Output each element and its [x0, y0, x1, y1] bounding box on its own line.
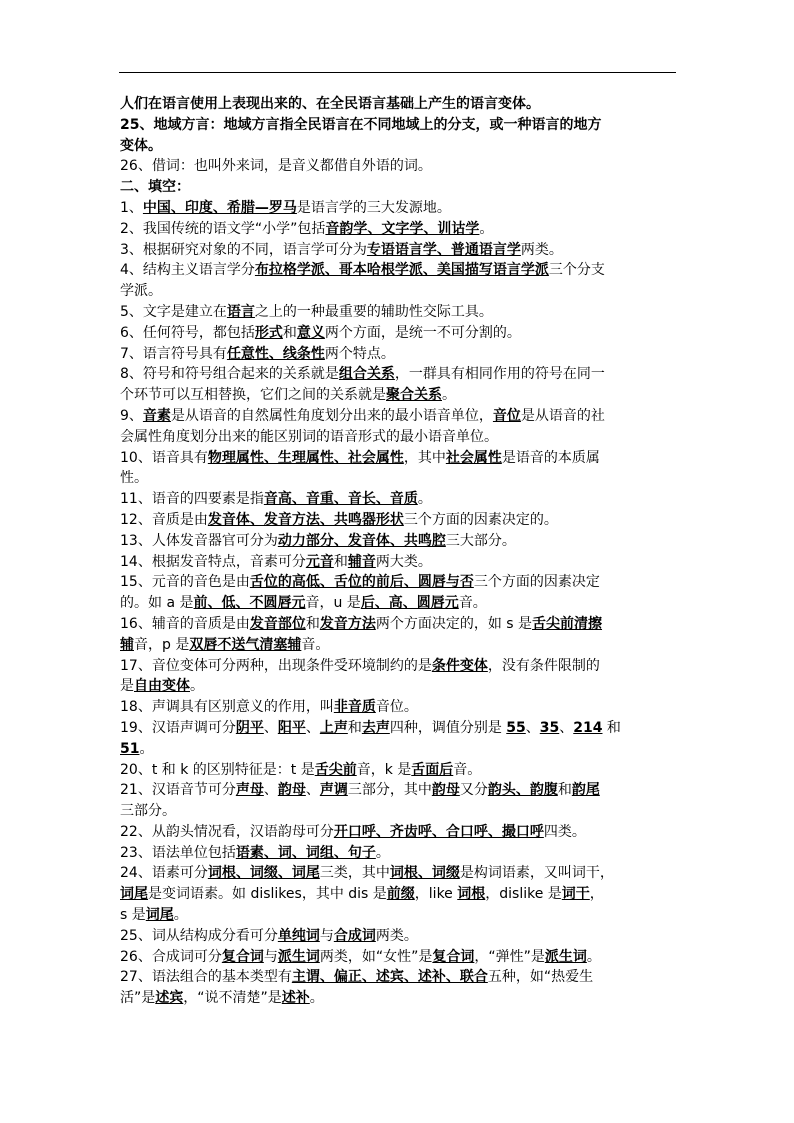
- body-text: 两个方面，是统一不可分割的。: [324, 324, 521, 341]
- text-line: [120, 281, 672, 302]
- text-line: [120, 94, 672, 115]
- body-text: 变体。: [120, 137, 162, 154]
- text-line: [120, 177, 672, 198]
- body-text: 是从语音的自然属性角度划分出来的最小语音单位，: [170, 407, 493, 424]
- body-text: 2、我国传统的语文学“小学”包括: [120, 220, 326, 237]
- answer-text: 韵头、韵腹: [487, 782, 558, 799]
- body-text: 音。: [301, 636, 330, 653]
- body-text: 15、元音的音色是由: [120, 574, 250, 591]
- body-text: 、: [263, 782, 278, 799]
- text-line: [120, 489, 672, 510]
- text-line: [120, 427, 672, 448]
- body-text: 22、从韵头情况看，汉语韵母可分: [120, 823, 334, 840]
- answer-text: 音素: [142, 407, 171, 424]
- body-text: 音，p 是: [134, 636, 190, 653]
- body-text: 、: [305, 782, 320, 799]
- answer-text: 述补: [281, 990, 310, 1007]
- answer-text: 任意性、线条性: [226, 345, 325, 362]
- answer-text: 前、低、不圆唇元: [193, 595, 306, 612]
- body-text: 三个方面的因素决定的。: [403, 511, 558, 528]
- text-line: [120, 780, 672, 801]
- body-text: 与: [263, 948, 278, 965]
- answer-text: 条件变体: [431, 657, 488, 674]
- answer-text: 词干: [561, 886, 590, 903]
- text-line: [120, 323, 672, 344]
- body-text: 26、借词：也叫外来词，是音义都借自外语的词。: [120, 158, 432, 175]
- answer-text: 发音方法: [319, 615, 376, 632]
- body-text: 是: [120, 678, 134, 695]
- answer-text: 发音体、发音方法、共鸣器形状: [207, 511, 404, 528]
- body-text: 17、音位变体可分两种，出现条件受环境制约的是: [120, 657, 432, 674]
- body-text: 又分: [459, 782, 488, 799]
- answer-text: 形式: [254, 324, 283, 341]
- answer-text: 舌尖前: [314, 761, 357, 778]
- text-line: [120, 198, 672, 219]
- body-text: 4、结构主义语言学分: [120, 262, 255, 279]
- body-text: 25、地域方言：地域方言指全民语言在不同地域上的分支，或一种语言的地方: [120, 116, 602, 133]
- answer-text: 舌面后: [411, 761, 454, 778]
- body-text: 是从语音的社: [520, 407, 605, 424]
- body-text: 二、填空：: [120, 179, 190, 196]
- text-line: [120, 822, 672, 843]
- body-text: 之上的一种最重要的辅助性交际工具。: [254, 303, 493, 320]
- answer-text: 辅音: [347, 553, 376, 570]
- body-text: 3、根据研究对象的不同，语言学可分为: [120, 241, 367, 258]
- body-text: ，: [589, 886, 604, 903]
- body-text: 。: [417, 491, 432, 508]
- body-text: 是语音的本质属: [501, 449, 600, 466]
- text-line: [120, 385, 672, 406]
- body-text: 。: [479, 220, 494, 237]
- body-text: ，“说不清楚”是: [183, 990, 282, 1007]
- answer-text: 音高、音重、音长、音质: [263, 491, 418, 508]
- text-line: [120, 260, 672, 281]
- body-text: 音。: [453, 761, 482, 778]
- answer-text: 辅: [120, 636, 134, 653]
- text-line: [120, 219, 672, 240]
- text-line: [120, 115, 672, 136]
- body-text: 14、根据发音特点，音素可分: [120, 553, 306, 570]
- body-text: 和: [282, 324, 297, 341]
- text-line: [120, 656, 672, 677]
- answer-text: 聚合关系: [386, 387, 442, 404]
- body-text: 、: [305, 719, 320, 736]
- text-line: [120, 572, 672, 593]
- body-text: 13、人体发音器官可分为: [120, 532, 278, 549]
- text-line: [120, 967, 672, 988]
- answer-text: 元音: [305, 553, 334, 570]
- body-text: 26、合成词可分: [120, 948, 222, 965]
- body-text: 24、语素可分: [120, 865, 208, 882]
- text-line: [120, 240, 672, 261]
- body-text: 6、任何符号，都包括: [120, 324, 255, 341]
- answer-text: 词根、词缀、词尾: [207, 865, 320, 882]
- body-text: 两类。: [520, 241, 563, 258]
- answer-text: 韵母: [277, 782, 306, 799]
- answer-text: 214: [573, 719, 603, 736]
- body-text: ，没有条件限制的: [487, 657, 600, 674]
- text-line: [120, 926, 672, 947]
- text-line: [120, 801, 672, 822]
- text-line: [120, 884, 672, 905]
- answer-text: 35: [539, 719, 560, 736]
- body-text: 16、辅音的音质是由: [120, 615, 250, 632]
- body-text: 是变词语素。如 dislikes，其中 dis 是: [148, 886, 387, 903]
- text-line: [120, 593, 672, 614]
- answer-text: 组合关系: [338, 366, 395, 383]
- body-text: 四类。: [543, 823, 586, 840]
- text-line: [120, 614, 672, 635]
- body-text: 。: [442, 387, 456, 404]
- answer-text: 51: [120, 740, 140, 757]
- answer-text: 发音部位: [249, 615, 306, 632]
- body-text: 三个方面的因素决定: [473, 574, 600, 591]
- answer-text: 社会属性: [445, 449, 502, 466]
- body-text: 10、语音具有: [120, 449, 208, 466]
- answer-text: 非音质: [333, 699, 376, 716]
- answer-text: 语言: [226, 303, 255, 320]
- body-text: 是语言学的三大发源地。: [296, 199, 451, 216]
- body-text: 的。如 a 是: [120, 595, 194, 612]
- answer-text: 前缀: [386, 886, 415, 903]
- body-text: 两大类。: [375, 553, 432, 570]
- answer-text: 舌尖前清擦: [532, 615, 603, 632]
- answer-text: 开口呼、齐齿呼、合口呼、撮口呼: [333, 823, 544, 840]
- text-line: [120, 718, 672, 739]
- body-text: 和: [347, 719, 362, 736]
- answer-text: 舌位的高低、舌位的前后、圆唇与否: [249, 574, 474, 591]
- answer-text: 合成词: [333, 927, 376, 944]
- body-text: 、: [263, 719, 278, 736]
- body-text: 12、音质是由: [120, 511, 208, 528]
- answer-text: 自由变体: [134, 678, 190, 695]
- answer-text: 上声: [319, 719, 348, 736]
- text-line: [120, 468, 672, 489]
- body-text: 27、语法组合的基本类型有: [120, 969, 292, 986]
- body-text: 。: [309, 990, 324, 1007]
- body-text: 和: [602, 719, 621, 736]
- body-text: 性。: [120, 470, 148, 487]
- body-text: 1、: [120, 199, 143, 216]
- answer-text: 复合词: [221, 948, 264, 965]
- body-text: 。: [586, 948, 601, 965]
- body-text: 音，k 是: [356, 761, 412, 778]
- body-text: 18、声调具有区别意义的作用，叫: [120, 699, 334, 716]
- body-text: 5、文字是建立在: [120, 303, 227, 320]
- answer-text: 韵尾: [571, 782, 600, 799]
- body-text: 。: [139, 740, 154, 757]
- body-text: 音，u 是: [305, 595, 361, 612]
- body-text: 四种，调值分别是: [389, 719, 507, 736]
- body-text: 两类。: [375, 927, 418, 944]
- body-text: 9、: [120, 407, 143, 424]
- answer-text: 词根、词缀: [389, 865, 460, 882]
- answer-text: 布拉格学派、哥本哈根学派、美国描写语言学派: [254, 262, 549, 279]
- body-text: 。: [190, 678, 204, 695]
- body-text: 和: [305, 615, 320, 632]
- answer-text: 词根: [457, 886, 486, 903]
- answer-text: 语素、词、词组、句子: [235, 844, 376, 861]
- body-text: 三类，其中: [319, 865, 390, 882]
- answer-text: 复合词: [432, 948, 475, 965]
- answer-text: 55: [506, 719, 526, 736]
- text-line: [120, 156, 672, 177]
- body-text: 是构词语素，又叫词干，: [459, 865, 614, 882]
- text-line: [120, 136, 672, 157]
- answer-text: 阳平: [277, 719, 306, 736]
- answer-text: 单纯词: [277, 927, 320, 944]
- answer-text: 后、高、圆唇元: [360, 595, 459, 612]
- body-text: 三大部分。: [445, 532, 516, 549]
- body-text: 两类，如“女性”是: [319, 948, 433, 965]
- text-line: [120, 406, 672, 427]
- text-line: [120, 988, 672, 1009]
- body-text: s 是: [120, 907, 146, 924]
- body-text: 活”是: [120, 990, 156, 1007]
- body-text: 和: [333, 553, 348, 570]
- body-text: 和: [557, 782, 572, 799]
- body-text: 。: [173, 907, 188, 924]
- body-text: 音。: [458, 595, 487, 612]
- answer-text: 双唇不送气清塞辅: [189, 636, 302, 653]
- body-text: 会属性角度划分出来的能区别词的语音形式的最小语音单位。: [120, 428, 498, 445]
- body-text: 、: [559, 719, 574, 736]
- answer-text: 去声: [361, 719, 390, 736]
- text-line: [120, 364, 672, 385]
- body-text: 三个分支: [548, 262, 605, 279]
- answer-text: 词尾: [120, 886, 148, 903]
- body-text: 个环节可以互相替换，它们之间的关系就是: [120, 387, 386, 404]
- body-text: 音位。: [375, 699, 418, 716]
- answer-text: 述宾: [155, 990, 184, 1007]
- answer-text: 韵母: [431, 782, 460, 799]
- text-line: [120, 635, 672, 656]
- body-text: 两个特点。: [324, 345, 395, 362]
- body-text: 20、t 和 k 的区别特征是：t 是: [120, 761, 315, 778]
- answer-text: 派生词: [544, 948, 587, 965]
- text-line: [120, 552, 672, 573]
- body-text: 与: [319, 927, 334, 944]
- answer-text: 物理属性、生理属性、社会属性: [207, 449, 404, 466]
- body-text: ，其中: [403, 449, 446, 466]
- body-text: 11、语音的四要素是指: [120, 491, 264, 508]
- answer-text: 音韵学、文字学、训诂学: [325, 220, 480, 237]
- body-text: ，dislike 是: [485, 886, 562, 903]
- body-text: 19、汉语声调可分: [120, 719, 236, 736]
- answer-text: 声母: [235, 782, 264, 799]
- body-text: ，一群具有相同作用的符号在同一: [394, 366, 605, 383]
- body-text: 25、词从结构成分看可分: [120, 927, 278, 944]
- body-text: 三部分，其中: [347, 782, 432, 799]
- answer-text: 派生词: [277, 948, 320, 965]
- answer-text: 中国、印度、希腊—罗马: [142, 199, 297, 216]
- body-text: 7、语言符号具有: [120, 345, 227, 362]
- answer-text: 声调: [319, 782, 348, 799]
- answer-text: 专语语言学、普通语言学: [366, 241, 521, 258]
- answer-text: 音位: [492, 407, 521, 424]
- text-line: [120, 739, 672, 760]
- text-line: [120, 676, 672, 697]
- header-rule: [119, 72, 676, 73]
- text-line: [120, 947, 672, 968]
- body-text: 23、语法单位包括: [120, 844, 236, 861]
- answer-text: 动力部分、发音体、共鸣腔: [277, 532, 446, 549]
- body-text: ，“弹性”是: [474, 948, 545, 965]
- text-line: [120, 510, 672, 531]
- body-text: 学派。: [120, 283, 162, 300]
- body-text: 21、汉语音节可分: [120, 782, 236, 799]
- body-text: ，like: [414, 886, 458, 903]
- text-line: [120, 760, 672, 781]
- answer-text: 意义: [296, 324, 325, 341]
- text-line: [120, 448, 672, 469]
- text-line: [120, 344, 672, 365]
- body-text: 五种，如“热爱生: [487, 969, 594, 986]
- text-line: [120, 302, 672, 323]
- body-text: 。: [375, 844, 390, 861]
- text-line: [120, 905, 672, 926]
- text-line: [120, 863, 672, 884]
- body-text: 8、符号和符号组合起来的关系就是: [120, 366, 339, 383]
- text-line: [120, 697, 672, 718]
- body-text: 两个方面决定的，如 s 是: [375, 615, 533, 632]
- body-text: 人们在语言使用上表现出来的、在全民语言基础上产生的语言变体。: [120, 96, 540, 112]
- document-body: [120, 94, 672, 1009]
- answer-text: 阴平: [235, 719, 264, 736]
- body-text: 、: [525, 719, 540, 736]
- text-line: [120, 531, 672, 552]
- body-text: 三部分。: [120, 803, 176, 820]
- answer-text: 词尾: [145, 907, 174, 924]
- answer-text: 主谓、偏正、述宾、述补、联合: [291, 969, 488, 986]
- text-line: [120, 843, 672, 864]
